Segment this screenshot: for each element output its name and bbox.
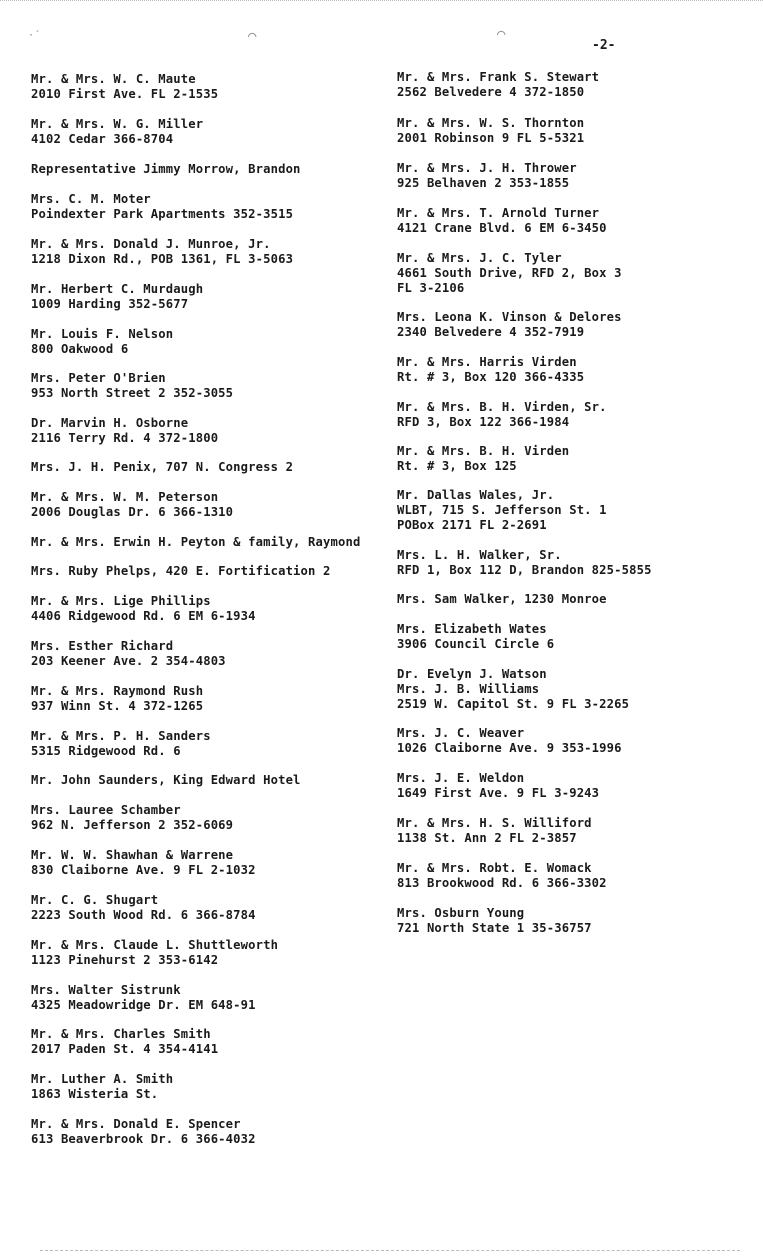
entry-address: 800 Oakwood 6 bbox=[31, 342, 129, 356]
entry-address: 2223 South Wood Rd. 6 366-8784 bbox=[31, 908, 256, 922]
directory-entry bbox=[31, 1027, 218, 1057]
directory-entry bbox=[31, 564, 331, 579]
entry-address: 937 Winn St. 4 372-1265 bbox=[31, 699, 204, 713]
entry-address: 1123 Pinehurst 2 353-6142 bbox=[31, 953, 219, 967]
entry-address: 1009 Harding 352-5677 bbox=[31, 297, 189, 311]
directory-entry bbox=[31, 938, 278, 968]
directory-entry bbox=[31, 72, 218, 102]
entry-name: Representative Jimmy Morrow, Brandon bbox=[31, 162, 301, 176]
entry-address: 2010 First Ave. FL 2-1535 bbox=[31, 87, 219, 101]
entry-address: FL 3-2106 bbox=[397, 281, 465, 295]
directory-entry bbox=[397, 592, 607, 607]
directory-entry bbox=[397, 355, 584, 385]
entry-address: 1218 Dixon Rd., POB 1361, FL 3-5063 bbox=[31, 252, 294, 266]
directory-entry bbox=[31, 416, 218, 446]
directory-entry bbox=[31, 460, 293, 475]
entry-name: Mr. & Mrs. H. S. Williford bbox=[397, 816, 592, 830]
directory-entry bbox=[31, 639, 226, 669]
entry-name: Mrs. Osburn Young bbox=[397, 906, 525, 920]
entry-name: Mr. & Mrs. J. H. Thrower bbox=[397, 161, 577, 175]
scan-top-edge bbox=[0, 0, 763, 4]
entry-name: Mr. & Mrs. Donald J. Munroe, Jr. bbox=[31, 237, 271, 251]
entry-name: Mr. Dallas Wales, Jr. bbox=[397, 488, 555, 502]
entry-address: 925 Belhaven 2 353-1855 bbox=[397, 176, 570, 190]
entry-address: 4102 Cedar 366-8704 bbox=[31, 132, 174, 146]
scan-bottom-edge bbox=[40, 1250, 740, 1253]
entry-name: Mr. & Mrs. Robt. E. Womack bbox=[397, 861, 592, 875]
directory-entry bbox=[397, 488, 607, 533]
entry-address: 1138 St. Ann 2 FL 2-3857 bbox=[397, 831, 577, 845]
entry-name: Mr. & Mrs. Claude L. Shuttleworth bbox=[31, 938, 279, 952]
entry-name: Mr. & Mrs. B. H. Virden, Sr. bbox=[397, 400, 607, 414]
directory-entry bbox=[397, 251, 622, 296]
entry-address: 613 Beaverbrook Dr. 6 366-4032 bbox=[31, 1132, 256, 1146]
directory-entry bbox=[31, 848, 256, 878]
entry-name: Mrs. Lauree Schamber bbox=[31, 803, 181, 817]
directory-entry bbox=[397, 906, 592, 936]
directory-entry bbox=[31, 117, 203, 147]
directory-entry bbox=[397, 116, 584, 146]
directory-entry bbox=[31, 684, 203, 714]
entry-name: Mr. Herbert C. Murdaugh bbox=[31, 282, 204, 296]
entry-name: Mr. & Mrs. W. M. Peterson bbox=[31, 490, 219, 504]
directory-entry bbox=[31, 729, 211, 759]
entry-name: Mrs. Elizabeth Wates bbox=[397, 622, 547, 636]
entry-address: RFD 3, Box 122 366-1984 bbox=[397, 415, 570, 429]
entry-name: Mrs. J. C. Weaver bbox=[397, 726, 525, 740]
entry-address: Rt. # 3, Box 120 366-4335 bbox=[397, 370, 585, 384]
directory-entry bbox=[397, 771, 599, 801]
directory-entry bbox=[31, 803, 233, 833]
directory-entry bbox=[397, 310, 622, 340]
entry-address: 4661 South Drive, RFD 2, Box 3 bbox=[397, 266, 622, 280]
entry-address: 962 N. Jefferson 2 352-6069 bbox=[31, 818, 234, 832]
entry-name: Mrs. Peter O'Brien bbox=[31, 371, 166, 385]
entry-address: RFD 1, Box 112 D, Brandon 825-5855 bbox=[397, 563, 652, 577]
entry-address: 2017 Paden St. 4 354-4141 bbox=[31, 1042, 219, 1056]
entry-address: 830 Claiborne Ave. 9 FL 2-1032 bbox=[31, 863, 256, 877]
entry-name: Mr. W. W. Shawhan & Warrene bbox=[31, 848, 234, 862]
entry-name: Mr. & Mrs. W. S. Thornton bbox=[397, 116, 585, 130]
entry-address: Rt. # 3, Box 125 bbox=[397, 459, 517, 473]
scan-artifact-mark: ⌒ bbox=[497, 26, 506, 42]
directory-entry bbox=[397, 816, 592, 846]
directory-entry bbox=[31, 983, 256, 1013]
entry-name: Mr. & Mrs. Frank S. Stewart bbox=[397, 70, 600, 84]
directory-entry bbox=[397, 622, 554, 652]
entry-address: Poindexter Park Apartments 352-3515 bbox=[31, 207, 294, 221]
entry-address: 2116 Terry Rd. 4 372-1800 bbox=[31, 431, 219, 445]
entry-name: Mrs. Esther Richard bbox=[31, 639, 174, 653]
entry-address: 2340 Belvedere 4 352-7919 bbox=[397, 325, 585, 339]
entry-name: Mr. & Mrs. W. C. Maute bbox=[31, 72, 196, 86]
entry-address: 2001 Robinson 9 FL 5-5321 bbox=[397, 131, 585, 145]
entry-name: Mr. & Mrs. J. C. Tyler bbox=[397, 251, 562, 265]
entry-address: WLBT, 715 S. Jefferson St. 1 bbox=[397, 503, 607, 517]
entry-address: 4406 Ridgewood Rd. 6 EM 6-1934 bbox=[31, 609, 256, 623]
entry-name: Mrs. Sam Walker, 1230 Monroe bbox=[397, 592, 607, 606]
directory-entry bbox=[31, 371, 233, 401]
scan-artifact-mark: ⌒ bbox=[248, 28, 257, 44]
entry-name: Mrs. J. H. Penix, 707 N. Congress 2 bbox=[31, 460, 294, 474]
entry-address: 4121 Crane Blvd. 6 EM 6-3450 bbox=[397, 221, 607, 235]
entry-name: Mrs. Leona K. Vinson & Delores bbox=[397, 310, 622, 324]
entry-name: Mrs. L. H. Walker, Sr. bbox=[397, 548, 562, 562]
directory-entry bbox=[397, 70, 599, 100]
directory-entry bbox=[31, 162, 301, 177]
page-number: -2- bbox=[592, 38, 616, 53]
entry-name: Mr. & Mrs. Harris Virden bbox=[397, 355, 577, 369]
entry-address: 1649 First Ave. 9 FL 3-9243 bbox=[397, 786, 600, 800]
entry-address: 3906 Council Circle 6 bbox=[397, 637, 555, 651]
directory-entry bbox=[397, 161, 577, 191]
entry-address: 721 North State 1 35-36757 bbox=[397, 921, 592, 935]
directory-entry bbox=[397, 548, 652, 578]
directory-entry bbox=[31, 1117, 256, 1147]
entry-name: Dr. Evelyn J. Watson bbox=[397, 667, 547, 681]
entry-address: 953 North Street 2 352-3055 bbox=[31, 386, 234, 400]
directory-entry bbox=[31, 773, 301, 788]
entry-name: Mr. Luther A. Smith bbox=[31, 1072, 174, 1086]
directory-entry bbox=[31, 490, 233, 520]
entry-name: Dr. Marvin H. Osborne bbox=[31, 416, 189, 430]
entry-address: POBox 2171 FL 2-2691 bbox=[397, 518, 547, 532]
directory-entry bbox=[397, 861, 607, 891]
entry-name: Mr. & Mrs. W. G. Miller bbox=[31, 117, 204, 131]
entry-name: Mr. C. G. Shugart bbox=[31, 893, 159, 907]
entry-address: 2006 Douglas Dr. 6 366-1310 bbox=[31, 505, 234, 519]
entry-address: 1863 Wisteria St. bbox=[31, 1087, 159, 1101]
directory-entry bbox=[31, 282, 203, 312]
entry-name: Mrs. J. E. Weldon bbox=[397, 771, 525, 785]
entry-name: Mr. Louis F. Nelson bbox=[31, 327, 174, 341]
entry-address: 813 Brookwood Rd. 6 366-3302 bbox=[397, 876, 607, 890]
entry-name: Mr. & Mrs. P. H. Sanders bbox=[31, 729, 211, 743]
directory-entry bbox=[397, 400, 607, 430]
directory-entry bbox=[31, 1072, 173, 1102]
entry-name: Mr. & Mrs. Raymond Rush bbox=[31, 684, 204, 698]
entry-address: 2519 W. Capitol St. 9 FL 3-2265 bbox=[397, 697, 630, 711]
entry-address: 2562 Belvedere 4 372-1850 bbox=[397, 85, 585, 99]
directory-entry bbox=[397, 206, 607, 236]
entry-name: Mrs. Walter Sistrunk bbox=[31, 983, 181, 997]
directory-entry bbox=[31, 893, 256, 923]
directory-entry bbox=[31, 327, 173, 357]
directory-entry bbox=[31, 192, 293, 222]
entry-name: Mr. & Mrs. Charles Smith bbox=[31, 1027, 211, 1041]
directory-entry bbox=[397, 444, 569, 474]
entry-name: Mr. & Mrs. Donald E. Spencer bbox=[31, 1117, 241, 1131]
entry-name: Mrs. Ruby Phelps, 420 E. Fortification 2 bbox=[31, 564, 331, 578]
entry-name: Mr. John Saunders, King Edward Hotel bbox=[31, 773, 301, 787]
entry-name: Mr. & Mrs. Erwin H. Peyton & family, Raymond bbox=[31, 535, 361, 549]
directory-entry bbox=[31, 237, 293, 267]
entry-address: 1026 Claiborne Ave. 9 353-1996 bbox=[397, 741, 622, 755]
scan-artifact-mark: ·´ bbox=[28, 30, 41, 41]
directory-entry bbox=[397, 667, 629, 712]
entry-name: Mr. & Mrs. T. Arnold Turner bbox=[397, 206, 600, 220]
entry-name: Mrs. C. M. Moter bbox=[31, 192, 151, 206]
entry-address: 5315 Ridgewood Rd. 6 bbox=[31, 744, 181, 758]
directory-entry bbox=[31, 594, 256, 624]
directory-entry bbox=[31, 535, 360, 550]
directory-entry bbox=[397, 726, 622, 756]
entry-address: Mrs. J. B. Williams bbox=[397, 682, 540, 696]
entry-address: 4325 Meadowridge Dr. EM 648-91 bbox=[31, 998, 256, 1012]
entry-address: 203 Keener Ave. 2 354-4803 bbox=[31, 654, 226, 668]
entry-name: Mr. & Mrs. B. H. Virden bbox=[397, 444, 570, 458]
entry-name: Mr. & Mrs. Lige Phillips bbox=[31, 594, 211, 608]
